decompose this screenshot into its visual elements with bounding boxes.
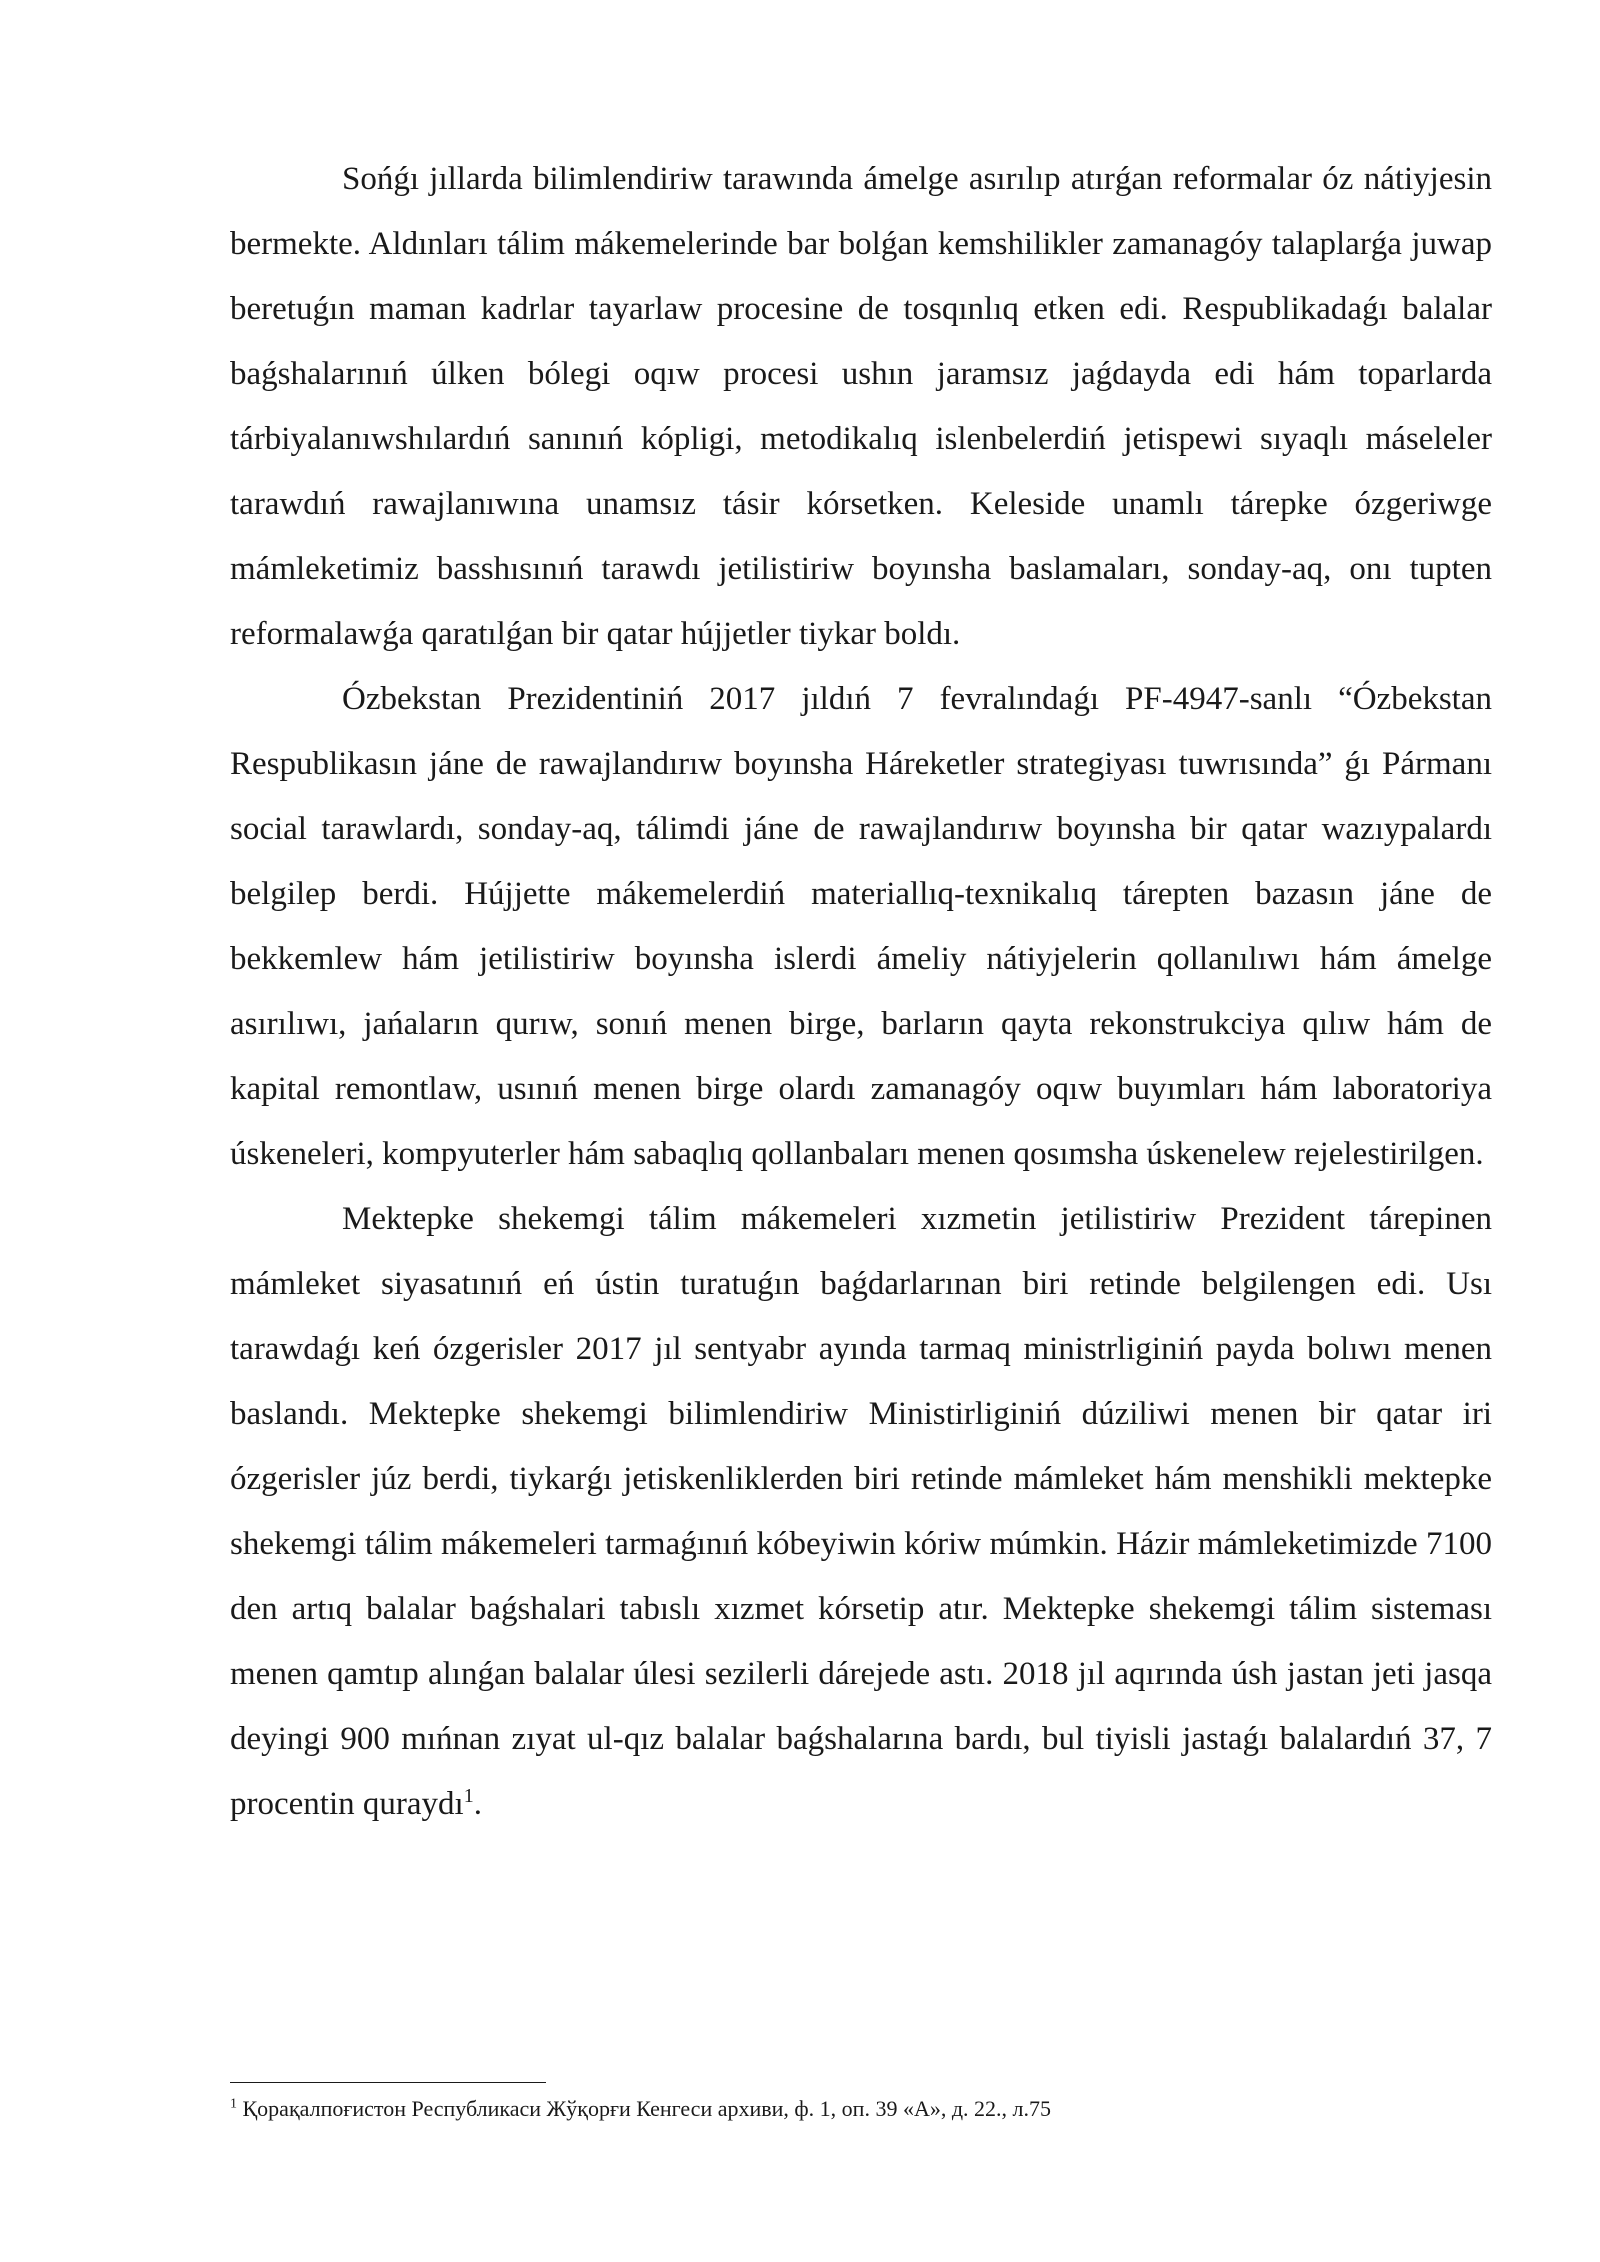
paragraph-3-tail: . bbox=[473, 1786, 482, 1822]
paragraph-3-text: Mektepke shekemgi tálim mákemeleri xızmetin jetilistiriw Prezident tárepinen mámleket siyasatınıń eń ústin turatuǵın baǵdarlarınan biri retinde belgilengen edi. Usı tarawdaǵı keń ózgerisler 2017 jıl sentyabr ayında tarmaq ministrliginiń payda bolıwı menen baslandı. Mektepke shekemgi bilimlendiriw Ministirliginiń dúziliwi menen bir qatar iri ózgerisler júz berdi, tiykarǵı jetiskenliklerden biri retinde mámleket hám menshikli mektepke shekemgi tálim mákemeleri tarmaǵınıń kóbeyiwin kóriw múmkin. Házir mámleketimizde 7100 den artıq balalar baǵshalari tabıslı xızmet kórsetip atır. Mektepke shekemgi tálim sisteması menen qamtıp alınǵan balalar úlesi sezilerli dárejede astı. 2018 jıl aqırında úsh jastan jeti jasqa deyingi 900 mıńnan zıyat ul-qız balalar baǵshalarına bardı, bul tiyisli jastaǵı balalardıń 37, 7 procentin quraydı bbox=[230, 1201, 1492, 1822]
body-text bbox=[230, 147, 1492, 1837]
footnote-marker: 1 bbox=[230, 2096, 237, 2112]
paragraph-2-text: Ózbekstan Prezidentiniń 2017 jıldıń 7 fevralındaǵı PF-4947-sanlı “Ózbekstan Respublikasın jáne de rawajlandırıw boyınsha Háreketler strategiyası tuwrısında” ǵı Pármanı social tarawlardı, sonday-aq, tálimdi jáne de rawajlandırıw boyınsha bir qatar wazıypalardı belgilep berdi. Hújjette mákemelerdiń materiallıq-texnikalıq tárepten bazasın jáne de bekkemlew hám jetilistiriw boyınsha islerdi ámeliy nátiyjelerin qollanılıwı hám ámelge asırılıwı, jańaların qurıw, sonıń menen birge, barların qayta rekonstrukciya qılıw hám de kapital remontlaw, usınıń menen birge olardı zamanagóy oqıw buyımları hám laboratoriya úskeneleri, kompyuterler hám sabaqlıq qollanbaları menen qosımsha úskenelew rejelestirilgen. bbox=[230, 681, 1492, 1172]
footnote-separator bbox=[230, 2082, 546, 2083]
paragraph-1-text: Sońǵı jıllarda bilimlendiriw tarawında ámelge asırılıp atırǵan reformalar óz nátiyjesin bermekte. Aldınları tálim mákemelerinde bar bolǵan kemshilikler zamanagóy talaplarǵa juwap beretuǵın maman kadrlar tayarlaw procesine de tosqınlıq etken edi. Respublikadaǵı balalar baǵshalarınıń úlken bólegi oqıw procesi ushın jaramsız jaǵdayda edi hám toparlarda tárbiyalanıwshılardıń sanınıń kópligi, metodikalıq islenbelerdiń jetispewi sıyaqlı máseleler tarawdıń rawajlanıwına unamsız tásir kórsetken. Keleside unamlı tárepke ózgeriwge mámleketimiz basshısınıń tarawdı jetilistiriw boyınsha baslamaları, sonday-aq, onı tupten reformalawǵa qaratılǵan bir qatar hújjetler tiykar boldı. bbox=[230, 161, 1492, 652]
footnote-reference[interactable]: 1 bbox=[463, 1785, 474, 1807]
footnote bbox=[230, 2094, 1492, 2124]
paragraph-1 bbox=[230, 147, 1492, 667]
paragraph-2 bbox=[230, 667, 1492, 1187]
paragraph-3 bbox=[230, 1187, 1492, 1837]
footnote-text: Қорақалпоғистон Республикаси Жўқорғи Кенгеси архиви, ф. 1, оп. 39 «А», д. 22., л.75 bbox=[242, 2096, 1051, 2121]
